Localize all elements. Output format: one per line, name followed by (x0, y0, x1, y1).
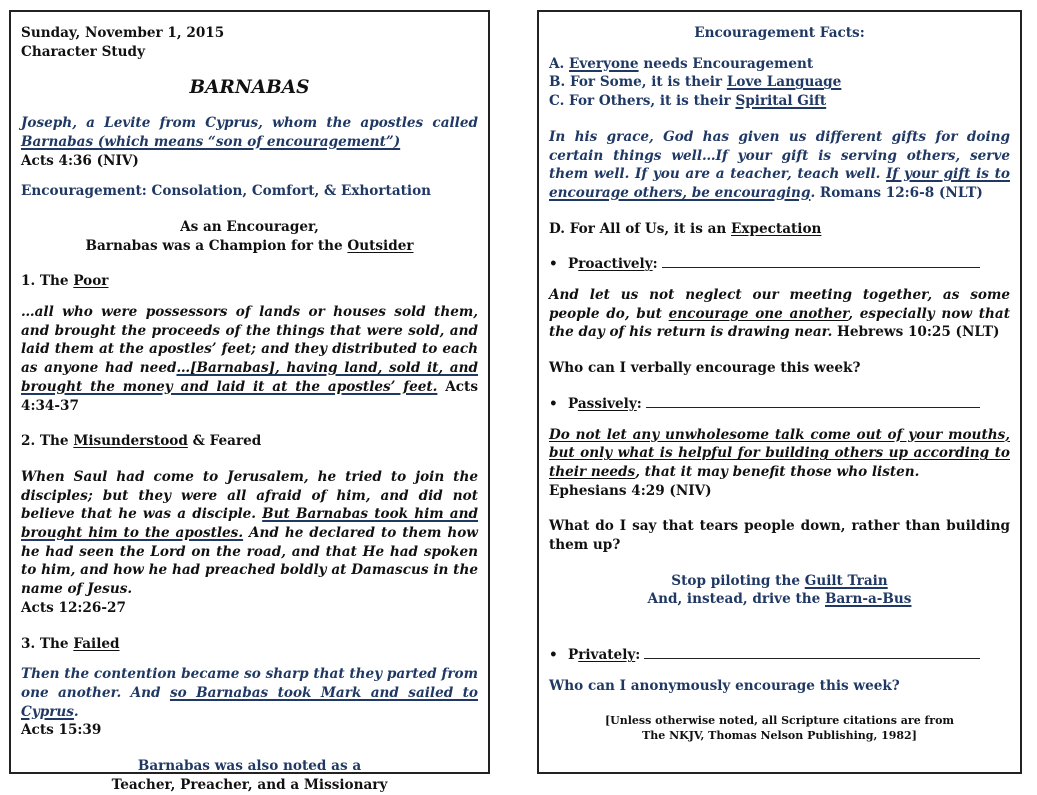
point-1-heading: 1. The Poor (21, 273, 109, 290)
bullet-passively: • Passively: (549, 395, 1010, 414)
definition: Encouragement: Consolation, Comfort, & Exhortation (21, 183, 432, 200)
fact-a: A. Everyone needs Encouragement (549, 55, 814, 72)
left-panel (9, 10, 490, 793)
stop-line-2: And, instead, drive the Barn-a-Bus (647, 591, 912, 608)
question-tears-down: What do I say that tears people down, rather than building them up? (549, 518, 1010, 554)
encourager-line-2: Barnabas was a Champion for the Outsider (85, 237, 414, 254)
verse-ephesians-ref: Ephesians 4:29 (NIV) (549, 482, 712, 499)
closing-line-2: Teacher, Preacher, and a Missionary (111, 776, 388, 793)
verse-acts-4: …all who were possessors of lands or houses sold them, and brought the proceeds of the things that were sold, and laid them at the apostles’ feet; and they distributed to each as anyone had need…[Barnabas], having land, sold it, and brought the money and laid it at the apostles’ feet. Acts 4:34-37 (21, 304, 478, 414)
intro-verse-ref: Acts 4:36 (NIV) (21, 152, 139, 169)
point-3-heading: 3. The Failed (21, 635, 120, 652)
fact-d: D. For All of Us, it is an Expectation (549, 220, 822, 237)
verse-romans: In his grace, God has given us different gifts for doing certain things well…If your gift is serving others, serve them well. If you are a teacher, teach well. If your gift is to encourage others, be encouraging. Romans 12:6-8 (NLT) (549, 128, 1010, 201)
series-label: Character Study (21, 43, 145, 60)
bullet-icon: • (549, 395, 558, 412)
bullet-proactively: • Proactively: (549, 255, 1010, 274)
intro-verse: Joseph, a Levite from Cyprus, whom the apostles called Barnabas (which means “son of encouragement”) (21, 115, 478, 150)
verse-acts-15: Then the contention became so sharp that they parted from one another. And so Barnabas took Mark and sailed to Cyprus. (21, 666, 478, 720)
verse-acts-12: When Saul had come to Jerusalem, he tried to join the disciples; but they were all afraid of him, and did not believe that he was a disciple. But Barnabas took him and brought him to the apostles. And he declared to them how he had seen the Lord on the road, and that He had spoken to him, and how he had preached boldly at Damascus in the name of Jesus. (21, 468, 478, 598)
bullet-privately: • Privately: (549, 646, 1010, 665)
verse-ephesians: Do not let any unwholesome talk come out of your mouths, but only what is helpful for building others up according to their needs, that it may benefit those who listen. (549, 426, 1010, 480)
encourager-line-1: As an Encourager, (180, 218, 319, 235)
fact-c: C. For Others, it is their Spirital Gift (549, 93, 827, 110)
question-anonymous: Who can I anonymously encourage this week? (549, 677, 900, 694)
fill-in-blank-privately (644, 646, 980, 659)
stop-line-1: Stop piloting the Guilt Train (671, 572, 888, 589)
verse-acts-12-ref: Acts 12:26-27 (21, 599, 126, 616)
facts-heading: Encouragement Facts: (694, 25, 865, 41)
fact-b: B. For Some, it is their Love Language (549, 74, 842, 91)
question-verbal: Who can I verbally encourage this week? (549, 360, 861, 377)
verse-acts-15-ref: Acts 15:39 (21, 722, 102, 739)
fill-in-blank-passively (646, 395, 980, 408)
footnote-line-1: [Unless otherwise noted, all Scripture citations are from (604, 713, 955, 727)
bullet-icon: • (549, 647, 558, 664)
point-2-heading: 2. The Misunderstood & Feared (21, 433, 262, 450)
closing-line-1: Barnabas was also noted as a (137, 758, 362, 775)
fill-in-blank-proactively (662, 255, 980, 268)
date: Sunday, November 1, 2015 (21, 25, 225, 41)
verse-hebrews: And let us not neglect our meeting together, as some people do, but encourage one another, especially now that the day of his return is drawing near. Hebrews 10:25 (NLT) (549, 287, 1010, 341)
bullet-icon: • (549, 256, 558, 273)
page-title: BARNABAS (189, 77, 310, 99)
right-panel (537, 10, 1022, 774)
footnote-line-2: The NKJV, Thomas Nelson Publishing, 1982] (642, 728, 917, 742)
